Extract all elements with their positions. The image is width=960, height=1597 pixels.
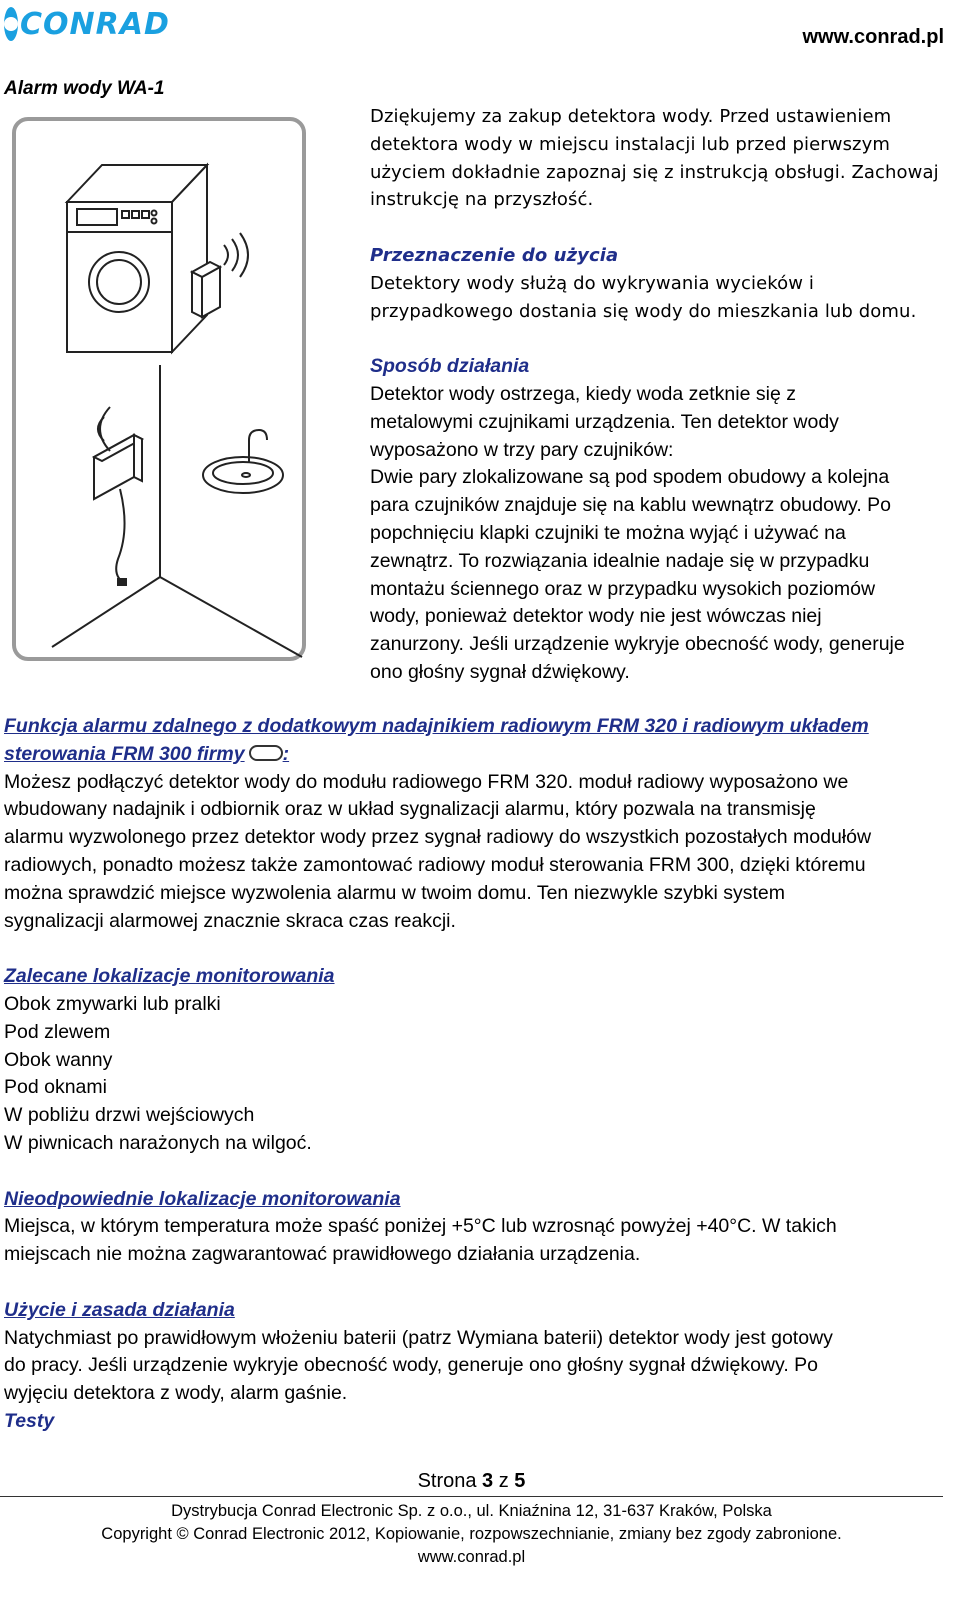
intro-line: Dziękujemy za zakup detektora wody. Przed ustawieniem bbox=[370, 106, 892, 127]
remote-line: radiowych, ponadto możesz także zamontować radiowy moduł sterowania FRM 300, dzięki któremu bbox=[4, 853, 866, 876]
page-prefix: Strona bbox=[417, 1470, 483, 1492]
footer-distribution: Dystrybucja Conrad Electronic Sp. z o.o., ul. Kniaźnina 12, 31-637 Kraków, Polska bbox=[171, 1502, 772, 1520]
document-title: Alarm wody WA-1 bbox=[4, 78, 165, 99]
operation-line: metalowymi czujnikami urządzenia. Ten detektor wody bbox=[370, 410, 839, 433]
wall-detector-icon bbox=[94, 435, 142, 585]
intro-text bbox=[370, 103, 945, 214]
page-sep: z bbox=[493, 1470, 515, 1492]
intro-line: użyciem dokładnie zapoznaj się z instrukcją obsługi. Zachowaj bbox=[370, 161, 939, 183]
wall-signal-icon bbox=[98, 407, 110, 451]
footer-copyright: Copyright © Conrad Electronic 2012, Kopiowanie, rozpowszechnianie, zmiany bez zgody zabronione. bbox=[101, 1525, 842, 1543]
recommended-item: Pod oknami bbox=[4, 1076, 107, 1099]
recommended-item: Pod zlewem bbox=[4, 1020, 111, 1043]
remote-heading-line1: Funkcja alarmu zdalnego z dodatkowym nadajnikiem radiowym FRM 320 i radiowym układem bbox=[4, 715, 869, 737]
purpose-text bbox=[370, 270, 945, 326]
page-number bbox=[0, 1470, 943, 1493]
remote-line: można sprawdzić miejsce wyzwolenia alarmu w twoim domu. Ten niezwykle szybki system bbox=[4, 881, 785, 904]
recommended-item: Obok zmywarki lub pralki bbox=[4, 992, 221, 1015]
operation-line: wody, ponieważ detektor wody nie jest wówczas niej bbox=[370, 605, 822, 628]
intro-line: detektora wody w miejscu instalacji lub przed pierwszym bbox=[370, 133, 890, 155]
unsuitable-heading: Nieodpowiednie lokalizacje monitorowania bbox=[4, 1187, 401, 1210]
remote-line: sygnalizacji alarmowej znacznie skraca czas reakcji. bbox=[4, 909, 456, 932]
remote-heading-colon: : bbox=[282, 742, 290, 765]
unsuitable-line: Miejsca, w którym temperatura może spaść poniżej +5°C lub wzrosnąć powyżej +40°C. W takich bbox=[4, 1215, 837, 1238]
site-url-header: www.conrad.pl bbox=[802, 26, 944, 48]
operation-heading: Sposób działania bbox=[370, 355, 530, 378]
washing-machine-icon bbox=[67, 165, 207, 352]
conrad-logo bbox=[4, 2, 170, 46]
intro-column bbox=[370, 103, 945, 687]
signal-waves-icon bbox=[224, 233, 248, 277]
purpose-heading: Przeznaczenie do użycia bbox=[370, 244, 619, 266]
intro-line: instrukcję na przyszłość. bbox=[370, 189, 594, 211]
operation-line: Dwie pary zlokalizowane są pod spodem obudowy a kolejna bbox=[370, 466, 890, 489]
footer-divider bbox=[0, 1496, 943, 1497]
remote-heading-line2-wrap bbox=[4, 741, 949, 769]
wall-corner bbox=[52, 365, 302, 657]
logo-text: CONRAD bbox=[20, 6, 170, 42]
installation-illustration bbox=[12, 117, 308, 663]
remote-line: Możesz podłączyć detektor wody do modułu radiowego FRM 320. moduł radiowy wyposażono we bbox=[4, 770, 849, 793]
usage-line: wyjęciu detektora z wody, alarm gaśnie. bbox=[4, 1382, 348, 1405]
operation-line: zewnątrz. To rozwiązania idealnie nadaje się w przypadku bbox=[370, 549, 870, 572]
footer-site: www.conrad.pl bbox=[417, 1548, 526, 1566]
purpose-line: Detektory wody służą do wykrywania wycieków i bbox=[370, 272, 814, 294]
page-total: 5 bbox=[514, 1470, 526, 1492]
usage-line: do pracy. Jeśli urządzenie wykryje obecność wody, generuje ono głośny sygnał dźwiękowy. Po bbox=[4, 1354, 819, 1377]
recommended-item: Obok wanny bbox=[4, 1048, 113, 1071]
remote-line: alarmu wyzwolonego przez detektor wody przez sygnał radiowy do wszystkich pozostałych modułów bbox=[4, 826, 872, 849]
logo-ring-icon bbox=[4, 7, 18, 41]
sink-icon bbox=[203, 430, 283, 493]
operation-line: wyposażono w trzy pary czujników: bbox=[370, 438, 674, 461]
operation-line: popchnięciu klapki czujniki te można wyjąć i używać na bbox=[370, 521, 846, 544]
operation-line: zanurzony. Jeśli urządzenie wykryje obecność wody, generuje bbox=[370, 633, 905, 656]
tests-heading: Testy bbox=[4, 1409, 55, 1432]
operation-text bbox=[370, 381, 945, 687]
usage-heading: Użycie i zasada działania bbox=[4, 1298, 235, 1321]
operation-line: para czujników znajduje się na kablu wewnątrz obudowy. Po bbox=[370, 494, 892, 517]
remote-line: wbudowany nadajnik i odbiornik oraz w układ sygnalizacji alarmu, który pozwala na transmisję bbox=[4, 798, 816, 821]
main-content bbox=[4, 713, 949, 1436]
usage-line: Natychmiast po prawidłowym włożeniu baterii (patrz Wymiana baterii) detektor wody jest gotowy bbox=[4, 1326, 833, 1349]
purpose-line: przypadkowego dostania się wody do mieszkania lub domu. bbox=[370, 300, 917, 322]
detector-icon bbox=[192, 262, 220, 317]
unsuitable-line: miejscach nie można zagwarantować prawidłowego działania urządzenia. bbox=[4, 1243, 641, 1266]
operation-line: montażu ściennego oraz w przypadku wysokich poziomów bbox=[370, 577, 876, 600]
recommended-heading: Zalecane lokalizacje monitorowania bbox=[4, 965, 335, 988]
page-current: 3 bbox=[482, 1470, 494, 1492]
brand-logo-icon bbox=[249, 745, 283, 761]
recommended-item: W pobliżu drzwi wejściowych bbox=[4, 1104, 255, 1127]
operation-line: ono głośny sygnał dźwiękowy. bbox=[370, 660, 630, 683]
recommended-item: W piwnicach narażonych na wilgoć. bbox=[4, 1131, 312, 1154]
remote-heading-line2: sterowania FRM 300 firmy bbox=[4, 742, 245, 765]
operation-line: Detektor wody ostrzega, kiedy woda zetknie się z bbox=[370, 382, 796, 405]
